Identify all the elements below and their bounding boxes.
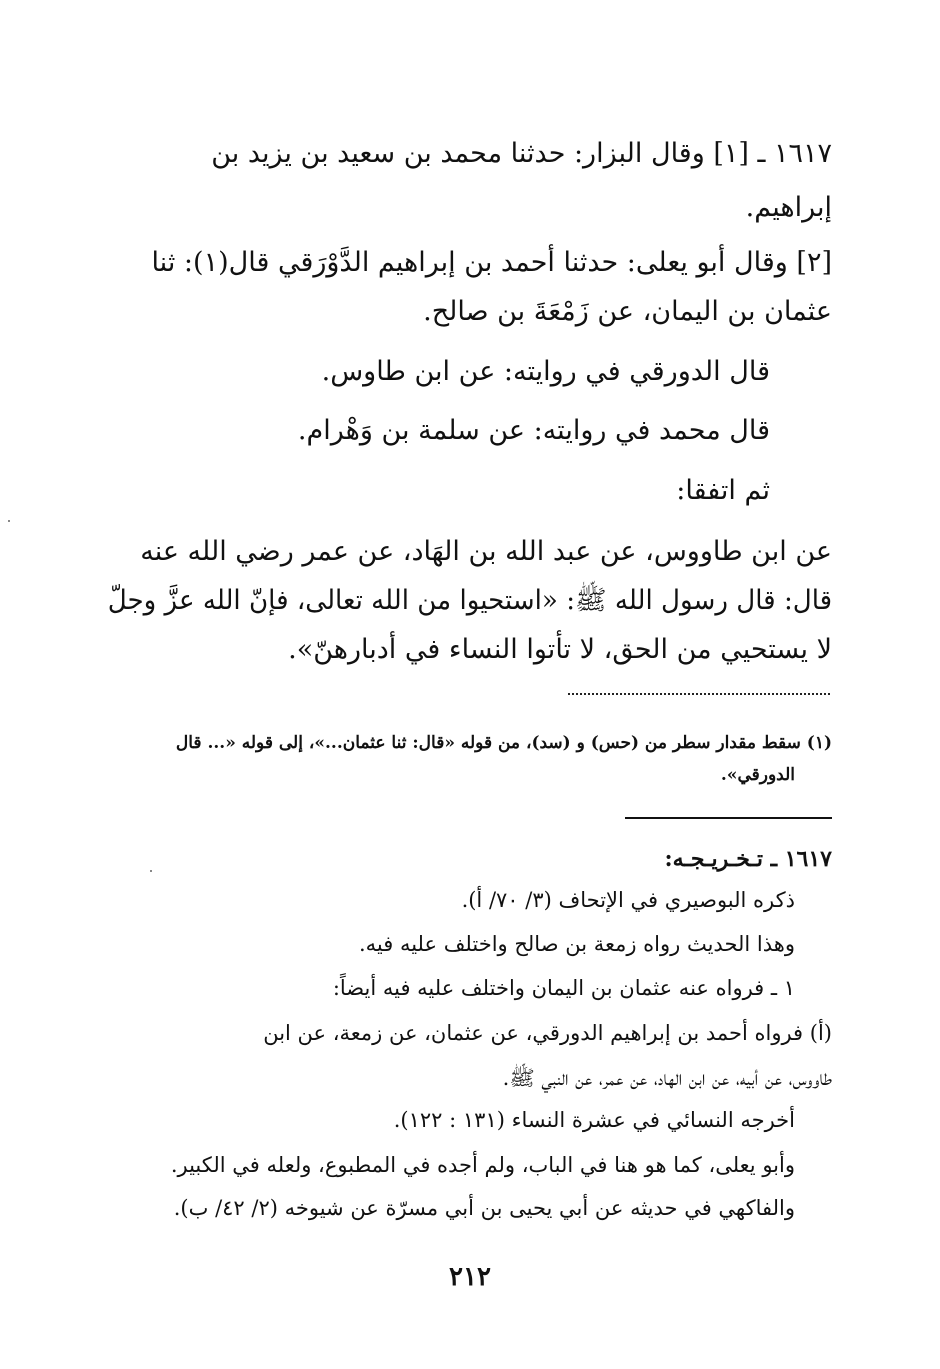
hadith-1617-line-5: قال الدورقي في روايته: عن ابن طاوس. (321, 356, 770, 387)
hadith-1617-line-8: عن ابن طاووس، عن عبد الله بن الهَاد، عن عمر رضي الله عنه (140, 536, 832, 567)
takhrij-line-7: وأبو يعلى، كما هو هنا في الباب، ولم أجده في المطبوع، ولعله في الكبير. (170, 1153, 795, 1177)
takhrij-line-2: وهذا الحديث رواه زمعة بن صالح واختلف عليه فيه. (358, 932, 795, 956)
hadith-1617-line-7: ثم اتفقا: (676, 475, 770, 506)
hadith-1617-line-4: عثمان بن اليمان، عن زَمْعَةَ بن صالح. (423, 296, 832, 327)
footnote-line-1: (١) سقط مقدار سطر من (حس) و (سد)، من قوله «قال: ثنا عثمان...»، إلى قوله «... قال (175, 733, 832, 753)
footnote-line-2: الدورقي». (720, 765, 795, 785)
takhrij-line-1: ذكره البوصيري في الإتحاف (٣/ ٧٠/ أ). (461, 888, 795, 912)
section-divider (625, 817, 832, 819)
page-number: ٢١٢ (449, 1262, 491, 1292)
hadith-1617-line-6: قال محمد في روايته: عن سلمة بن وَهْرام. (297, 415, 770, 446)
takhrij-line-8: والفاكهي في حديثه عن أبي يحيى بن أبي مسرّة عن شيوخه (٢/ ٤٢/ ب). (173, 1196, 795, 1220)
scan-speck (150, 870, 152, 872)
scan-speck (8, 520, 10, 522)
footnote-separator (568, 693, 830, 695)
hadith-1617-line-10: لا يستحيي من الحق، لا تأتوا النساء في أدبارهنّ». (288, 634, 832, 665)
hadith-1617-line-9: قال: قال رسول الله ﷺ: «استحيوا من الله تعالى، فإنّ الله عزَّ وجلّ (107, 585, 832, 616)
hadith-1617-line-1: ١٦١٧ ـ [١] وقال البزار: حدثنا محمد بن سعيد بن يزيد بن (211, 138, 832, 169)
takhrij-line-3: ١ ـ فرواه عنه عثمان بن اليمان واختلف عليه فيه أيضاً: (332, 976, 795, 1000)
takhrij-line-6: أخرجه النسائي في عشرة النساء (١٣١ : ١٢٢). (393, 1108, 795, 1132)
takhrij-line-4: (أ) فرواه أحمد بن إبراهيم الدورقي، عن عثمان، عن زمعة، عن ابن (263, 1021, 832, 1045)
takhrij-heading: ١٦١٧ ـ تـخـريـجـه: (664, 846, 832, 872)
hadith-1617-line-3: [٢] وقال أبو يعلى: حدثنا أحمد بن إبراهيم الدَّوْرَقي قال(١): ثنا (151, 247, 832, 278)
hadith-1617-line-2: إبراهيم. (745, 192, 832, 223)
takhrij-line-5: طاووس، عن أبيه، عن ابن الهاد، عن عمر، عن النبي ﷺ. (502, 1066, 832, 1090)
